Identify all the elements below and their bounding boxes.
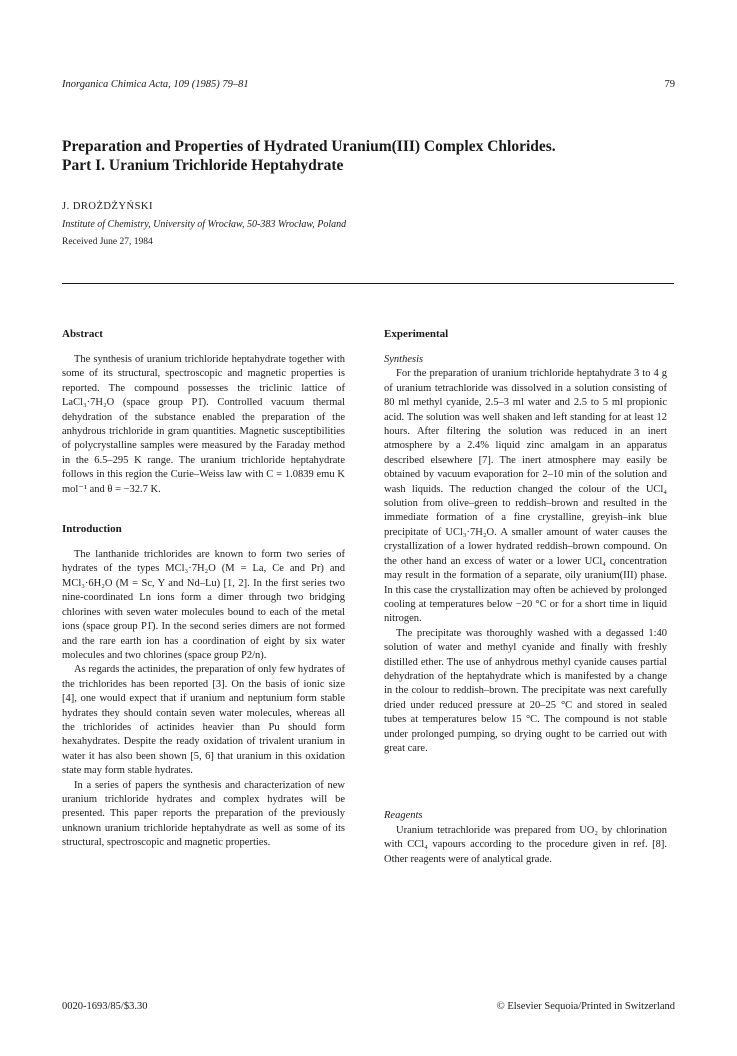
spacer <box>384 756 667 809</box>
synthesis-paragraph-2: The precipitate was thoroughly washed with a degassed 1:40 solution of water and methyl cyanide and finally with freshly distilled ether. The use of anhydrous methyl cyanide causes partial dehydration of the heptahydrate which is manifested by a change in the colour to reddish–brown. The precipitate was next carefully dried under reduced pressure at 20–25 °C and stored in sealed tubes at temperatures below 15 °C. The compound is not stable under prolonged pumping, so drying ought to be carried out with great care. <box>384 627 667 754</box>
received-date: Received June 27, 1984 <box>62 237 153 247</box>
experimental-heading: Experimental <box>384 328 449 340</box>
abstract-text: The synthesis of uranium trichloride heptahydrate together with some of its structural, spectroscopic and magnetic properties is reported. The compound possesses the triclinic lattice of LaCl₃·7H₂O (space group P1̄). Controlled vacuum thermal dehydration of the substance enabled the preparation of the anhydrous trichloride in gram quantities. Magnetic susceptibilities of polycrystalline samples were measured by the Faraday method in the 6.5–295 K range. The uranium trichloride heptahydrate follows in this region the Curie–Weiss law with C = 1.0839 emu K mol⁻¹ and θ = −32.7 K. <box>62 354 345 495</box>
journal-reference: Inorganica Chimica Acta, 109 (1985) 79–81 <box>62 79 249 90</box>
introduction-paragraph-2: As regards the actinides, the preparation of only few hydrates of the trichlorides has been reported [3]. On the basis of ionic size [4], one would expect that if uranium and neptunium form stable hydrates they should contain seven water molecules, whereas all the trichlorides of actinides heavier than Pu should form hexahydrates. Despite the ready oxidation of trivalent uranium in water it has also been shown [5, 6] that uranium in this oxidation state may form stable hydrates. <box>62 664 345 777</box>
issn-price-code: 0020-1693/85/$3.30 <box>62 1001 148 1012</box>
right-column <box>384 327 667 867</box>
reagents-paragraph: Uranium tetrachloride was prepared from UO₂ by chlorination with CCl₄ vapours according to the procedure given in ref. [8]. Other reagents were of analytical grade. <box>384 824 667 865</box>
synthesis-subheading: Synthesis <box>384 354 424 365</box>
author-name: J. DROŻDŻYŃSKI <box>62 201 153 212</box>
running-head <box>62 79 675 95</box>
introduction-paragraph-3: In a series of papers the synthesis and characterization of new uranium trichloride hydrates and complex hydrates will be presented. This paper reports the preparation of the previously unknown uranium trichloride heptahydrate as well as some of its structural, spectroscopic and magnetic properties. <box>62 779 345 849</box>
publisher-notice: © Elsevier Sequoia/Printed in Switzerland <box>496 1001 675 1012</box>
article-title-line-2: Part I. Uranium Trichloride Heptahydrate <box>62 157 344 174</box>
introduction-paragraph-1: The lanthanide trichlorides are known to form two series of hydrates of the types MCl₃·7H₂O (M = La, Ce and Pr) and MCl₃·6H₂O (M = Sc, Y and Nd–Lu) [1, 2]. In the first series two nine-coordinated Ln ions form a dimer through two bridging chlorines with seven water molecules bound to each of the metal ions (space group P1̄). In the second series dimers are not formed and the rare earth ion has a coordination of eight by six water molecules and two chlorines (space group P2/n). <box>62 549 345 661</box>
left-column <box>62 327 345 851</box>
synthesis-paragraph-1: For the preparation of uranium trichloride heptahydrate 3 to 4 g of uranium tetrachloride was dissolved in a solution consisting of 80 ml methyl cyanide, 2.5–3 ml water and 2.5 to 5 ml propionic acid. The solution was well shaken and left standing for at least 12 hours. After filtering the solution was reduced in an inert atmosphere by a 2.4% liquid zinc amalgam in an apparatus described elsewhere [7]. The inert atmosphere may easily be obtained by vacuum evaporation for 2–10 min of the solution and wash liquids. The reduction changed the colour of the UCl₄ solution from olive–green to reddish–brown and resulted in the immediate formation of a fine crystalline, greyish–ink blue precipitate of UCl₃·7H₂O. A smaller amount of water causes the crystallization of a lower hydrated reddish–brown compound. On the other hand an excess of water or a lower UCl₄ concentration may result in the formation of a separate, oily uranium(III) phase. In this case the crystallization may often be achieved by prolonged cooling at temperatures below −20 °C or for a short time in liquid nitrogen. <box>384 368 667 625</box>
author-affiliation: Institute of Chemistry, University of Wrocław, 50-383 Wrocław, Poland <box>62 219 347 230</box>
page-number: 79 <box>664 79 675 90</box>
abstract-heading: Abstract <box>62 328 103 340</box>
introduction-heading: Introduction <box>62 523 122 536</box>
spacer <box>62 497 345 522</box>
article-title <box>62 137 682 175</box>
header-divider <box>62 283 674 284</box>
reagents-subheading: Reagents <box>384 810 423 822</box>
article-title-line-1: Preparation and Properties of Hydrated Uranium(III) Complex Chlorides. <box>62 138 556 155</box>
